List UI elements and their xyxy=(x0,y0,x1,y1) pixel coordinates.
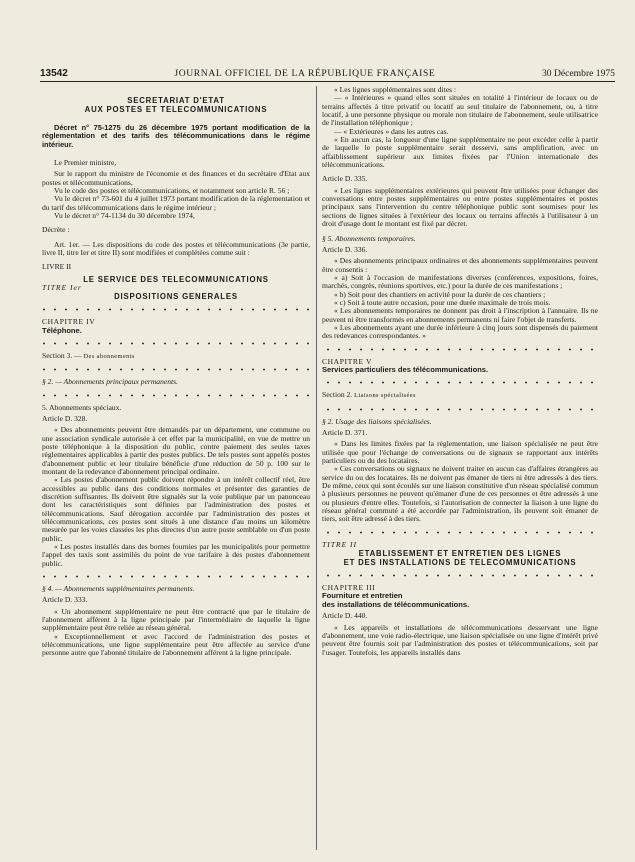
journal-title: JOURNAL OFFICIEL DE LA RÉPUBLIQUE FRANÇAISE xyxy=(174,67,436,79)
paragraph: « En aucun cas, la longueur d'une ligne supplémentaire ne peut excéder celle à partir de laquelle le poste supplémentaire serait desservi, sans amplification, avec un affaiblissement supérieur aux limites fixées par l'Union internationale des télécommunications. xyxy=(322,135,598,170)
paragraph: Vu le décret n° 74-1134 du 30 décembre 1974, xyxy=(54,211,195,221)
paragraph: « Les appareils et installations de télécommunications desservant une ligne d'abonnement, une voie radio-électrique, une liaison spécialisée ou une ligne d'intérêt privé peuvent être fournis soit par l'administration des postes et télécommunications, soit par l'usager. Toutefois, les appareils installés dans xyxy=(322,622,598,657)
section-title: Liaisons spécialisées xyxy=(354,392,416,400)
service-heading: LE SERVICE DES TELECOMMUNICATIONS xyxy=(83,274,269,284)
dotted-separator xyxy=(322,346,598,353)
dotted-separator xyxy=(42,392,310,399)
paragraph: — « Intérieures » quand elles sont situées en totalité à l'intérieur de locaux ou de terrains affectés à titre privatif ou locatif au seul titulaire de l'abonnement, ou, à titre locatif, à une personne physique ou morale non titulaire de l'abonnement, seule utilisatrice de l'installation téléphonique ; xyxy=(322,93,598,128)
paragraph: « c) Soit à toute autre occasion, pour une durée maximale de trois mois. xyxy=(334,297,551,307)
paragraph: « Les lignes supplémentaires sont dites : xyxy=(334,86,456,94)
chapter-subtitle: Téléphone. xyxy=(42,325,82,335)
paragraph: « Exceptionnellement et avec l'accord de l'administration des postes et télécommunications, une ligne supplémentaire peut être affectée au service d'une personne autre que l'abonné titulaire de l'abonnement afférent à la ligne principale. xyxy=(42,631,310,658)
article-heading: Article D. 371. xyxy=(322,428,368,437)
paragraph: Sur le rapport du ministre de l'économie et des finances et du secrétaire d'Etat aux postes et télécommunications, xyxy=(42,169,310,187)
chapter-subtitle: Fourniture et entretien xyxy=(322,591,403,601)
paragraph: « Les postes d'abonnement public doivent répondre à un intérêt collectif réel, être accessibles au public dans des conditions normales et présenter des garanties de discrétion suffisantes. Ils doivent être signalés sur la voie publique par un panonceau dont les caractéristiques sont définies par l'administration des postes et télécommunications. Sauf dérogation accordée par l'administration des postes et télécommunications, ces postes sont situés à une distance d'au moins un kilomètre mesurée par les voies classées les plus directes d'un autre poste semblable ou d'un poste public. xyxy=(42,475,310,543)
paragraph: « Dans les limites fixées par la réglementation, une liaison spécialisée ne peut être utilisée que pour l'échange de conversations ou de signaux se rapportant aux intérêts particuliers ou du des locataires. xyxy=(322,439,598,466)
chapter-subtitle: des installations de télécommunications. xyxy=(322,599,470,609)
paragraph: « Ces conversations ou signaux ne doivent traiter en aucun cas d'affaires étrangères au service du ou des locataires. Ils ne doivent pas émaner de tiers ni être adressés à des tiers. De même, ceux qui sont écoulés sur une liaison constitutive d'un réseau spécialisé commun à plusieurs personnes ne peuvent qu'émaner d'une de ces personnes et être adressés à une ou plusieurs d'entre elles. Toutefois, si l'autorisation de connecter la liaison à une ligne du réseau général commuté a été accordée par l'administration, ils peuvent soit émaner de tiers, soit être adressé à des tiers. xyxy=(322,464,598,524)
column-divider xyxy=(316,86,317,850)
dispositions-heading: DISPOSITIONS GENERALES xyxy=(114,292,238,302)
article-heading: Article D. 333. xyxy=(42,595,88,605)
paragraph: « Un abonnement supplémentaire ne peut être contracté que par le titulaire de l'abonnement afférent à la ligne principale par l'intermédiaire de laquelle la ligne supplémentaire peut être reliée au réseau général. xyxy=(42,606,310,633)
paragraph: « Des abonnements principaux ordinaires et des abonnements supplémentaires peuvent être consentis : xyxy=(322,256,598,274)
paragraph: « Les abonnements temporaires ne donnent pas droit à l'inscription à l'annuaire. Ils ne peuvent ni être transformés en abonnements permanents ni faire l'objet de transferts. xyxy=(322,306,598,324)
ministry-subtitle: AUX POSTES ET TELECOMMUNICATIONS xyxy=(84,105,268,114)
left-column xyxy=(42,86,310,862)
article-heading: Article D. 336. xyxy=(322,244,368,254)
article-heading: Article D. 328. xyxy=(42,413,88,423)
ministry-title: SECRETARIAT D'ETAT xyxy=(127,96,225,105)
paragraph: « Des abonnements peuvent être demandés par un département, une commune ou une association syndicale autorisée à cet effet par la municipalité, en vue de mettre un poste téléphonique à la disposition du public, contre paiement des seules taxes réglementaires applicables à partir des postes publics. De tels postes sont appelés postes d'abonnement public et leur titulaire bénéficie d'une réduction de 50 p. 100 sur le montant de la redevance d'abonnement principal ordinaire. xyxy=(42,425,310,476)
dotted-separator xyxy=(42,340,310,347)
paragraph: « a) Soit à l'occasion de manifestations diverses (conférences, expositions, foires, marchés, congrès, réunions sportives, etc.) pour la durée de ces manifestations ; xyxy=(322,272,598,291)
paragraph: — « Extérieures » dans les autres cas. xyxy=(334,126,449,136)
paragraph-heading: § 5. Abonnements temporaires. xyxy=(322,233,416,243)
decree-title: Décret n° 75-1275 du 26 décembre 1975 portant modification de la réglementation et des tarifs des télécommunications dans le régime intérieur. xyxy=(42,123,310,149)
section-prefix: Section 2. xyxy=(322,390,353,400)
titre-heading: TITRE II xyxy=(322,539,358,549)
dotted-separator xyxy=(42,366,310,373)
paragraph: Vu le décret n° 73-601 du 4 juillet 1973 portant modification de la réglementation et du tarif des télécommunications dans le régime intérieur ; xyxy=(42,194,310,212)
page-header xyxy=(40,66,615,80)
article-1: Art. 1er. — Les dispositions du code des postes et télécommunications (3e partie, livre II, titre Ier et titre II) sont modifiées et complétées comme suit : xyxy=(42,239,310,258)
paragraph-heading: § 2. — Abonnements principaux permanents. xyxy=(42,377,178,387)
livre-heading: LIVRE II xyxy=(42,262,72,272)
paragraph: « Les postes installés dans des bornes fournies par les municipalités pour permettre l'appel des taxis sont assimilés du point de vue tarifaire à des postes d'abonnement public. xyxy=(42,542,310,568)
page-number: 13542 xyxy=(40,67,68,79)
paragraph: « Les abonnements ayant une durée inférieure à cinq jours sont dispensés du paiement des redevances correspondantes. » xyxy=(322,322,598,341)
chapter-heading: CHAPITRE IV xyxy=(42,317,96,327)
dotted-separator xyxy=(42,573,310,580)
issue-date: 30 Décembre 1975 xyxy=(541,67,615,79)
decrete-heading: Décrète : xyxy=(42,225,70,235)
article-heading: Article D. 440. xyxy=(322,611,368,621)
paragraph: « b) Soit pour des chantiers en activité pour la durée de ces chantiers ; xyxy=(334,289,546,299)
chapter-heading: CHAPITRE V xyxy=(322,356,373,366)
dotted-separator xyxy=(322,572,598,579)
right-column xyxy=(322,86,598,862)
chapter-subtitle: Services particuliers des télécommunications. xyxy=(322,364,489,374)
section-title: Des abonnements xyxy=(83,352,135,360)
paragraph: Le Premier ministre, xyxy=(54,158,117,168)
section-heading xyxy=(42,352,310,361)
section-heading xyxy=(322,391,598,400)
paragraph-heading: § 2. Usage des liaisons spécialisées. xyxy=(322,416,432,426)
titre-heading: TITRE Ier xyxy=(42,282,82,292)
title-heading: ET DES INSTALLATIONS DE TELECOMMUNICATIONS xyxy=(343,558,577,568)
dotted-separator xyxy=(322,406,598,413)
header-rule xyxy=(40,81,615,82)
title-heading: ETABLISSEMENT ET ENTRETIEN DES LIGNES xyxy=(358,549,562,559)
dotted-separator xyxy=(322,529,598,536)
subsection-heading: 5. Abonnements spéciaux. xyxy=(42,402,122,412)
paragraph-heading: § 4. — Abonnements supplémentaires permanents. xyxy=(42,584,195,594)
dotted-separator xyxy=(42,306,310,313)
chapter-heading: CHAPITRE III xyxy=(322,583,376,593)
paragraph: Vu le code des postes et télécommunications, et notamment son article R. 56 ; xyxy=(54,186,290,196)
section-prefix: Section 3. — xyxy=(42,350,82,360)
article-heading: Article D. 335. xyxy=(322,174,368,184)
dotted-separator xyxy=(322,379,598,386)
paragraph: « Les lignes supplémentaires extérieures qui peuvent être utilisées pour échanger des conversations entre postes supplémentaires ou entre postes supplémentaires et postes principaux sans l'intervention du centre téléphonique public sont soumises pour les sections de lignes situées à l'extérieur des locaux ou terrains affectés à l'utilisateur à un droit d'usage dont le montant est fixé par décret. xyxy=(322,185,598,229)
